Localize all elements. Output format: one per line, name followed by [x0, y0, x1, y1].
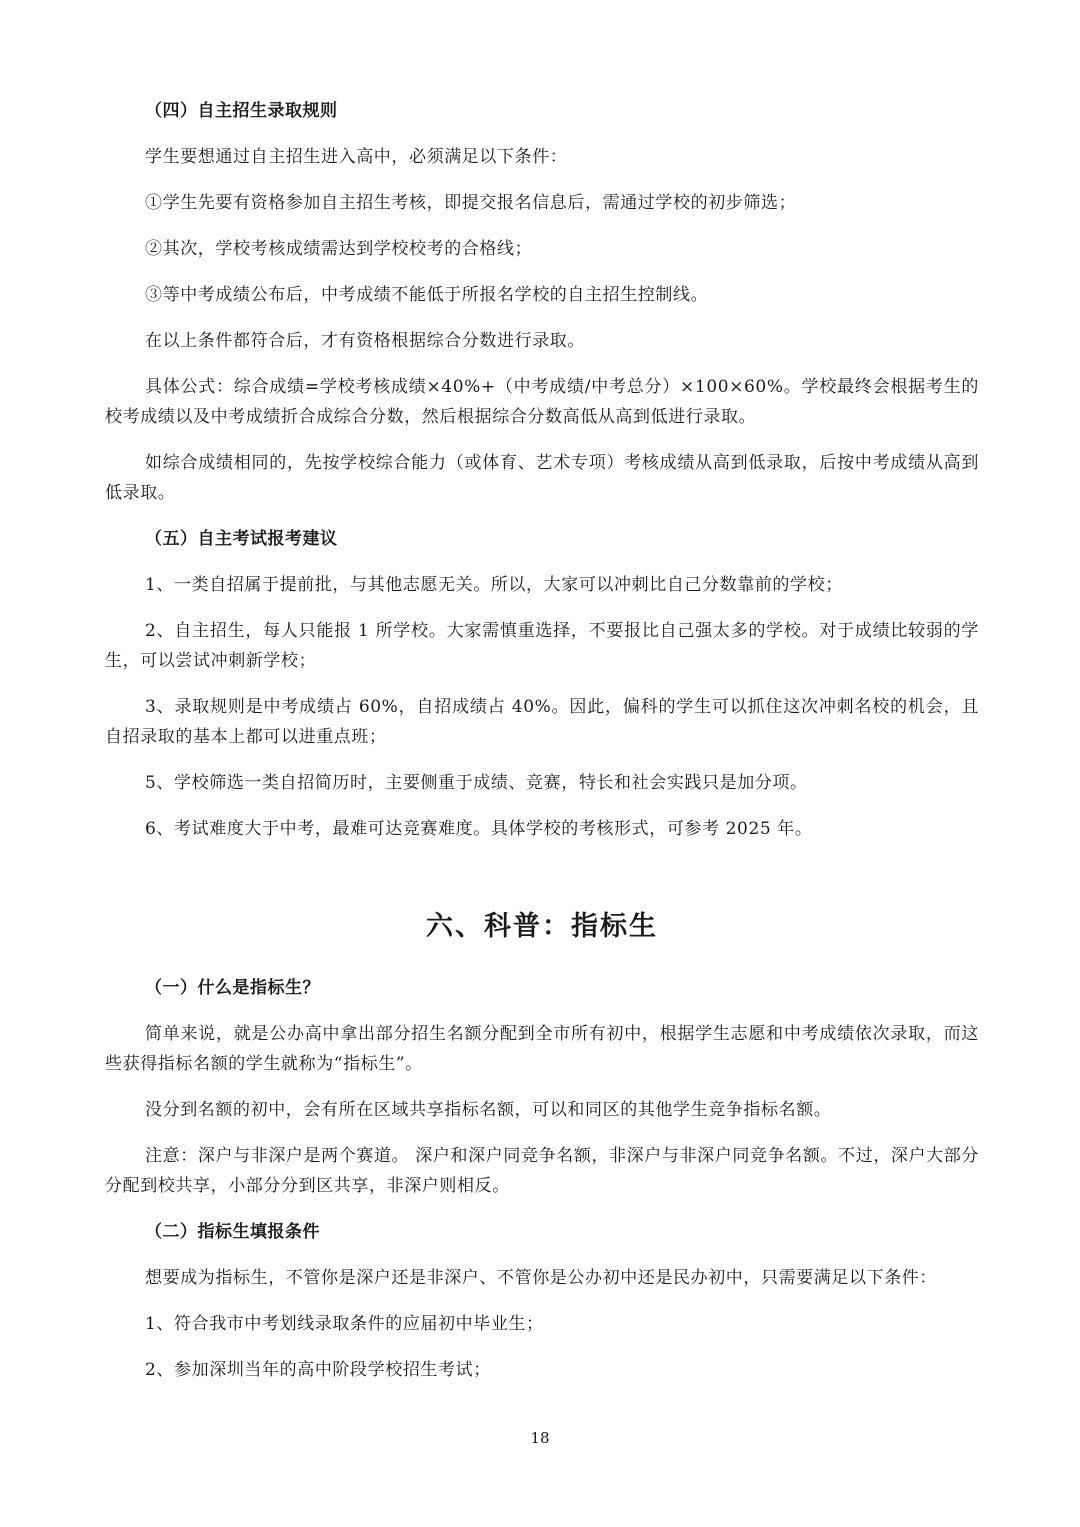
list-item: 1、符合我市中考划线录取条件的应届初中毕业生；: [145, 1314, 544, 1334]
page-content: [105, 96, 979, 1401]
section-6-1-heading: （一）什么是指标生？: [145, 978, 320, 998]
paragraph: 没分到名额的初中，会有所在区域共享指标名额，可以和同区的其他学生竞争指标名额。: [145, 1100, 832, 1120]
chapter-6-title: 六、科普：指标生: [426, 911, 658, 942]
list-item: 1、一类自招属于提前批，与其他志愿无关。所以，大家可以冲刺比自己分数靠前的学校；: [145, 575, 843, 595]
paragraph: 学生要想通过自主招生进入高中，必须满足以下条件：: [145, 147, 568, 167]
page-number: 18: [530, 1429, 550, 1447]
paragraph: ①学生先要有资格参加自主招生考核，即提交报名信息后，需通过学校的初步筛选；: [145, 193, 797, 213]
paragraph: 注意：深户与非深户是两个赛道。 深户和深户同竞争名额，非深户与非深户同竞争名额。不过，深户大部分分配到校共享，小部分分到区共享，非深户则相反。: [105, 1146, 979, 1196]
list-item: 2、自主招生，每人只能报 1 所学校。大家需慎重选择，不要报比自己强太多的学校。对于成绩比较弱的学生，可以尝试冲刺新学校；: [105, 621, 979, 671]
paragraph: 简单来说，就是公办高中拿出部分招生名额分配到全市所有初中，根据学生志愿和中考成绩依次录取，而这些获得指标名额的学生就称为“指标生”。: [105, 1024, 979, 1074]
formula-paragraph: 具体公式：综合成绩=学校考核成绩×40%+（中考成绩/中考总分）×100×60%。学校最终会根据考生的校考成绩以及中考成绩折合成综合分数，然后根据综合分数高低从高到低进行录取。: [105, 377, 979, 427]
list-item: 6、考试难度大于中考，最难可达竞赛难度。具体学校的考核形式，可参考 2025 年。: [145, 819, 813, 839]
list-item: 3、录取规则是中考成绩占 60%，自招成绩占 40%。因此，偏科的学生可以抓住这次冲刺名校的机会，且自招录取的基本上都可以进重点班；: [105, 697, 979, 747]
paragraph: ③等中考成绩公布后，中考成绩不能低于所报名学校的自主招生控制线。: [145, 285, 709, 305]
section-6-2-heading: （二）指标生填报条件: [145, 1222, 320, 1242]
paragraph: 如综合成绩相同的，先按学校综合能力（或体育、艺术专项）考核成绩从高到低录取，后按中考成绩从高到低录取。: [105, 453, 979, 503]
paragraph: 想要成为指标生，不管你是深户还是非深户、不管你是公办初中还是民办初中，只需要满足以下条件：: [145, 1268, 937, 1288]
paragraph: 在以上条件都符合后，才有资格根据综合分数进行录取。: [145, 331, 585, 351]
section-5-heading: （五）自主考试报考建议: [145, 529, 338, 549]
list-item: 2、参加深圳当年的高中阶段学校招生考试；: [145, 1360, 491, 1380]
list-item: 5、学校筛选一类自招简历时，主要侧重于成绩、竞赛，特长和社会实践只是加分项。: [145, 773, 808, 793]
section-4-heading: （四）自主招生录取规则: [145, 101, 338, 121]
paragraph: ②其次，学校考核成绩需达到学校校考的合格线；: [145, 239, 533, 259]
